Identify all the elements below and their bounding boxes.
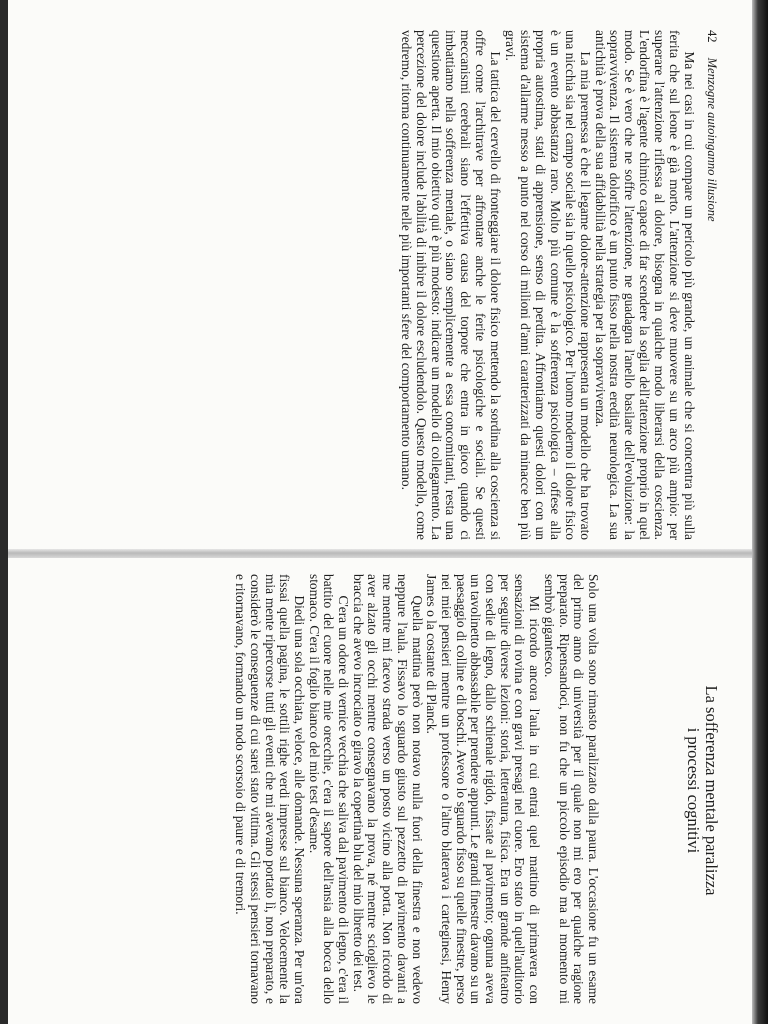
paragraph: Solo una volta sono rimasto paralizzato dalla paura. L'occasione fu un esame del primo anno di università per il quale non mi ero per qualche ragione preparato. Ripensandoci, non fu che un piccolo episodio ma al momento mi sembrò gigantesco. [541, 574, 601, 1004]
paragraph: Mi ricordo ancora l'aula in cui entrai quel mattino di primavera con sensazioni di rovina e con gravi presagi nel cuore. Ero stato in quell'auditorio per seguire diverse lezioni: storia, letteratura, fisica. Era un grande anfiteatro con sedie di legno, dallo schienale rigido, fissate al pavimento; ognuna aveva un tavolinetto abbassabile per prendere appunti. Le grandi finestre davano su un paesaggio di colline e di boschi. Avevo lo sguardo fisso su quelle finestre, perso nei miei pensieri mentre un professore o l'altro blaterava i carteginesi, Henry James o la costante di Planck. [424, 574, 543, 1004]
running-head [704, 30, 720, 540]
left-page [248, 30, 720, 540]
scan-edge-right [752, 0, 768, 1024]
chapter-title-line-1: La sofferenza mentale paralizza [702, 685, 721, 896]
book-spine [8, 549, 752, 558]
paragraph: Quella mattina però non notavo nulla fuori della finestra e non vedevo neppure l'aula. Fissavo lo sguardo giusto sul pezzetto di pavimento davanti a me mentre mi facevo strada verso un posto vicino alla porta. Non ricordo di aver alzato gli occhi mentre consegnavano la prova, né mentre scioglievo le braccia che avevo incrociato o giravo la copertina blu del mio libretto dei test. [350, 574, 425, 1004]
chapter-title-line-2: i processi cognitivi [684, 727, 703, 854]
paragraph: La mia premessa è che il legame dolore-attenzione rappresenta un modello che ha trovato una nicchia sia nel campo sociale sia in quello psicologico. Per l'uomo moderno il dolore fisico è un evento abbastanza raro. Molto più comune è la sofferenza psicologica – offese alla propria autostima, stati di apprensione, senso di perdita. Affrontiamo questi dolori con un sistema d'allarme messo a punto nel corso di milioni d'anni caratterizzati da minacce ben più gravi. [503, 30, 593, 540]
right-page-body [0, 574, 600, 1004]
paragraph: La tattica del cervello di fronteggiare il dolore fisico mettendo la sordina alla coscienza si offre come l'architrave per affrontare anche le ferite psicologiche e sociali. Se questi meccanismi cerebrali siano l'effettiva causa del torpore che entra in gioco quando ci imbattiamo nella sofferenza mentale, o siano semplicemente a essa concomitanti, resta una questione aperta. Il mio obiettivo qui è più modesto: indicare un modello di collegamento. La percezione del dolore include l'abilità di inibire il dolore escludendolo. Questo modello, come vedremo, ritorna continuamente nelle più importanti sfere del comportamento umano. [398, 30, 504, 540]
page-number: 42 [705, 30, 719, 43]
paragraph: Diedi una sola occhiata, veloce, alle domande. Nessuna speranza. Per un'ora fissai quella pagina, le sottili righe verdi impresse sul bianco. Velocemente la mia mente ripercorse tutti gli eventi che mi avevano portato lì, non preparato, e considerò le conseguenze di cui sarei stato vittima. Gli stessi pensieri tornavano e ritornavano, formando un nodo scorsoio di paure e di tremori. [233, 574, 307, 1004]
paragraph: Ma nei casi in cui compare un pericolo più grande, un animale che si concentra più sulla ferita che sul leone è già morto. L'attenzione si deve muovere su un arco più ampio: per superare l'attenzione riflessa al dolore, bisogna in qualche modo liberarsi della coscienza. L'endorfina è l'agente chimico capace di far scendere la soglia dell'attenzione proprio in quel modo. Se è vero che ne soffre l'attenzione, ne guadagna l'anello basilare dell'evoluzione: la sopravvivenza. Il sistema dolorifico è un punto fisso nella nostra eredità neurologica. La sua antichità è prova della sua affidabilità nella strategia per la sopravvivenza. [592, 30, 697, 540]
paragraph: C'era un odore di vernice vecchia che saliva dal pavimento di legno, c'era il battito del cuore nelle mie orecchie, c'era il sapore dell'ansia alla bocca dello stomaco. C'era il foglio bianco del mio test d'esame. [306, 574, 352, 1004]
running-head-title: Menzogne autoinganno illusione [705, 57, 719, 222]
chapter-heading [588, 578, 720, 1003]
